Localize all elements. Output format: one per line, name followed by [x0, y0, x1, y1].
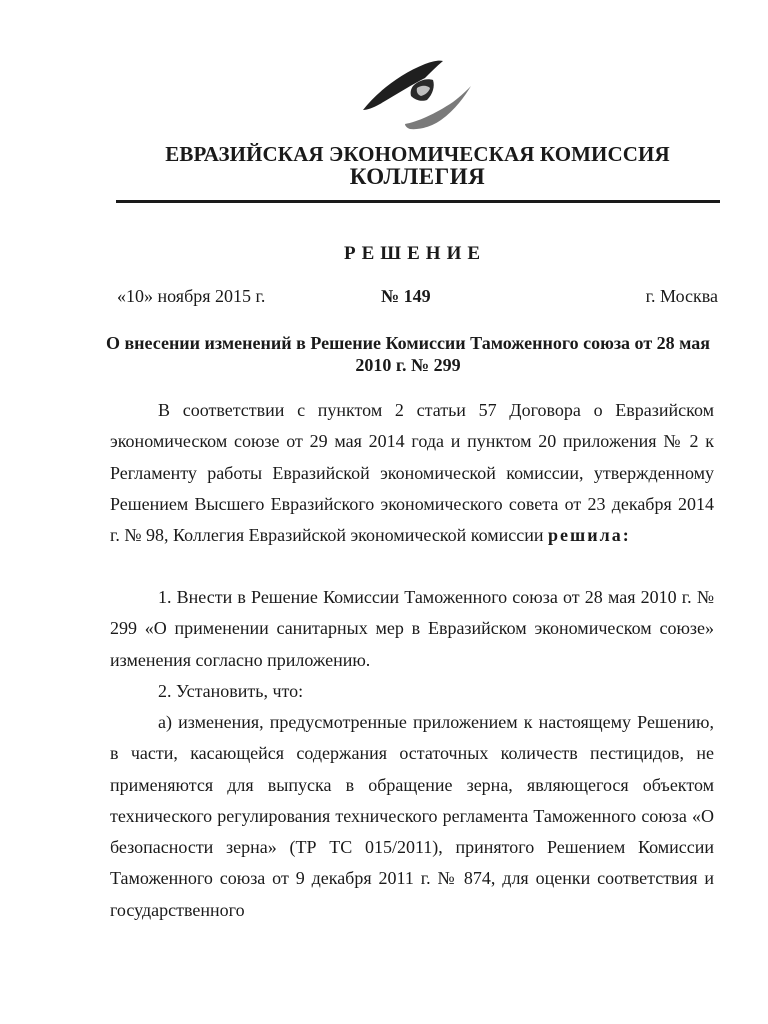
document-title: О внесении изменений в Решение Комиссии Таможенного союза от 28 мая 2010 г. № 299: [105, 333, 711, 375]
document-number: № 149: [381, 286, 431, 306]
paragraph-item-1: 1. Внести в Решение Комиссии Таможенного союза от 28 мая 2010 г. № 299 «О применении санитарных мер в Евразийском экономическом союзе» изменения согласно приложению.: [110, 587, 714, 670]
paragraph-preamble: [110, 395, 714, 551]
document-date: «10» ноября 2015 г.: [117, 286, 266, 306]
organization-name: ЕВРАЗИЙСКАЯ ЭКОНОМИЧЕСКАЯ КОМИССИЯ: [165, 142, 670, 166]
preamble-text: В соответствии с пунктом 2 статьи 57 Договора о Евразийском экономическом союзе от 29 мая 2014 года и пунктом 20 приложения № 2 к Регламенту работы Евразийской экономической комиссии, утвержденному Решением Высшего Евразийского экономического совета от 23 декабря 2014 г. № 98, Коллегия Евразийской экономической комиссии: [110, 400, 714, 546]
document-type: РЕШЕНИЕ: [343, 243, 487, 264]
decision-keyword: решила:: [548, 525, 631, 546]
eurasian-commission-emblem-icon: [355, 52, 480, 137]
paragraph-item-2a: а) изменения, предусмотренные приложением к настоящему Решению, в части, касающейся содержания остаточных количеств пестицидов, не применяются для выпуска в обращение зерна, являющегося объектом технического регулирования технического регламента Таможенного союза «О безопасности зерна» (ТР ТС 015/2011), принятого Решением Комиссии Таможенного союза от 9 декабря 2011 г. № 874, для оценки соответствия и государственного: [110, 712, 714, 920]
paragraph-item-2: 2. Установить, что:: [158, 681, 304, 701]
organization-subdivision: КОЛЛЕГИЯ: [349, 164, 486, 189]
document-city: г. Москва: [645, 286, 718, 306]
header-divider: [116, 200, 720, 203]
